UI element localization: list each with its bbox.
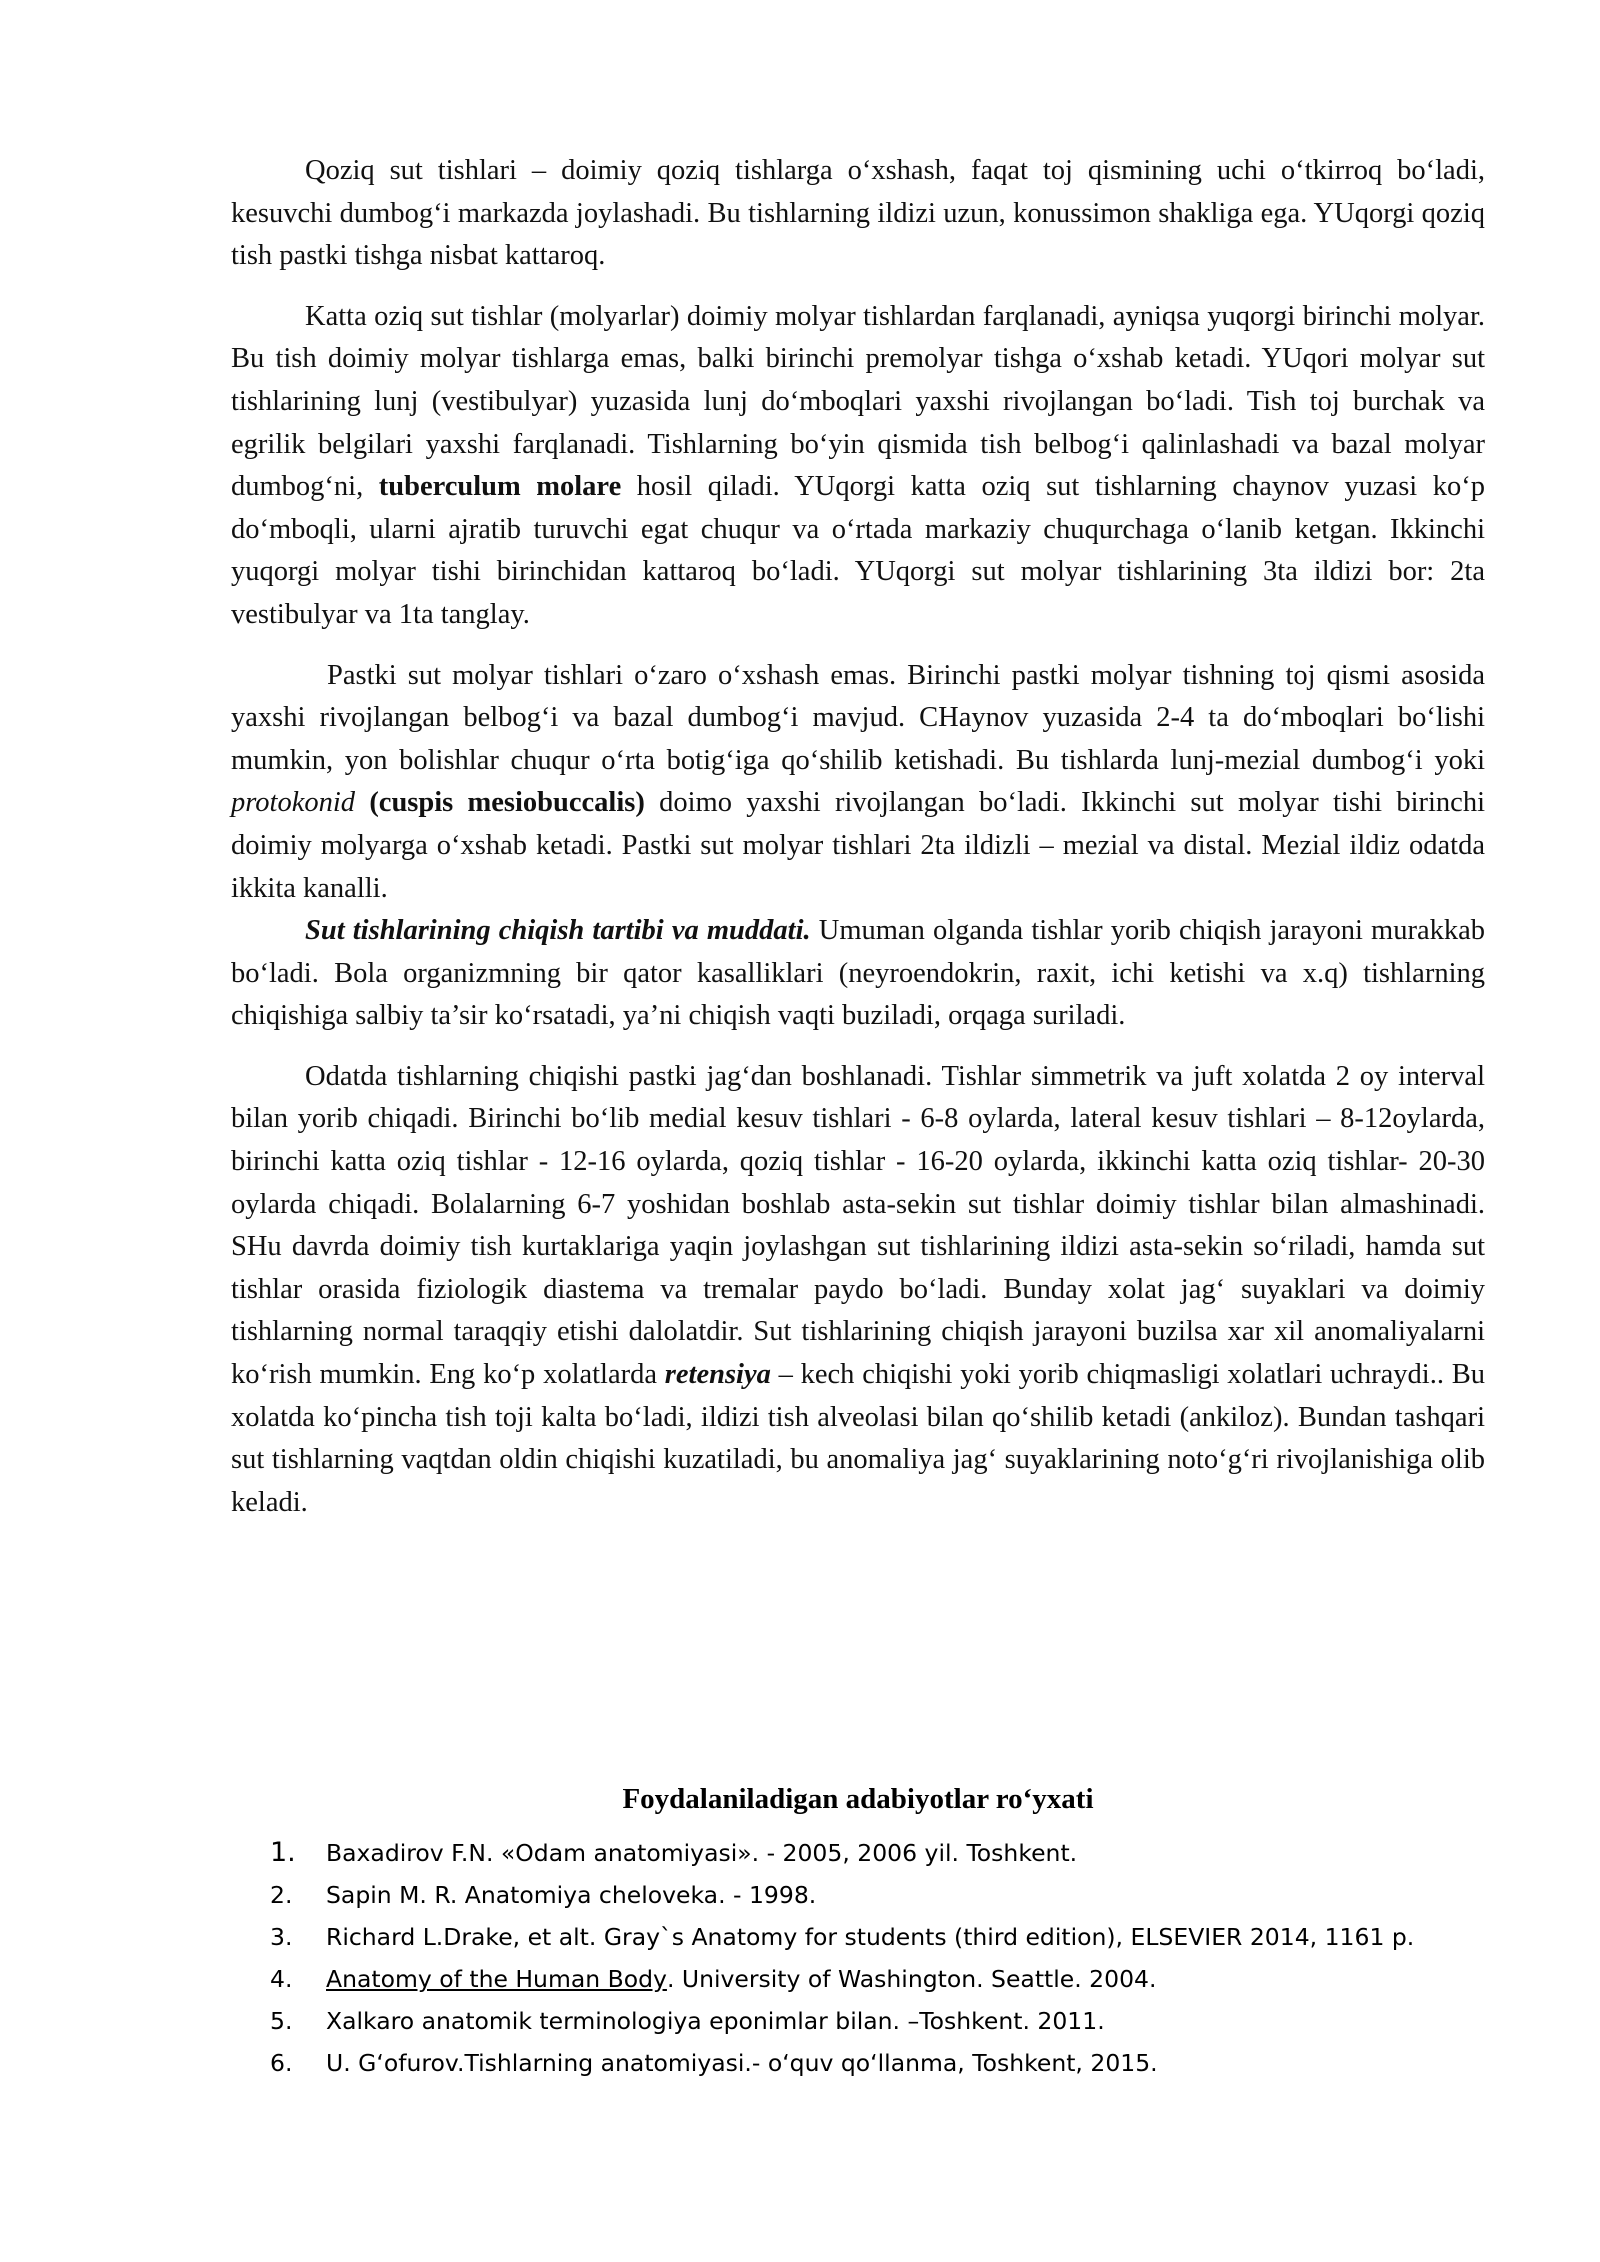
reference-item bbox=[270, 2000, 1414, 2042]
term-retensiya: retensiya bbox=[664, 1359, 771, 1391]
reference-text: U. G‘ofurov.Tishlarning anatomiyasi.- o‘quv qo‘llanma, Toshkent, 2015. bbox=[326, 2049, 1158, 2077]
paragraph-text: Odatda tishlarning chiqishi pastki jag‘dan boshlanadi. Tishlar simmetrik va juft xolatda 2 oy interval bilan yorib chiqadi. Birinchi bo‘lib medial kesuv tishlari - 6-8 oylarda, lateral kesuv tishlari – 8-12oylarda, birinchi katta oziq tishlar - 12-16 oylarda, qoziq tishlar - 16-20 oylarda, ikkinchi katta oziq tishlar- 20-30 oylarda chiqadi. Bolalarning 6-7 yoshidan boshlab asta-sekin sut tishlar doimiy tishlar bilan almashinadi. SHu davrda doimiy tish kurtaklariga yaqin joylashgan sut tishlarining ildizi asta-sekin so‘riladi, hamda sut tishlar orasida fiziologik diastema va tremalar paydo bo‘ladi. Bunday xolat jag‘ suyaklari va doimiy tishlarning normal taraqqiy etishi dalolatdir. Sut tishlarining chiqish jarayoni buzilsa xar xil anomaliyalarni ko‘rish mumkin. Eng ko‘p xolatlarda bbox=[231, 1060, 1485, 1391]
references-list bbox=[270, 1832, 1414, 2084]
term-protokonid: protokonid bbox=[231, 787, 356, 819]
reference-item bbox=[270, 1832, 1414, 1874]
paragraph-text: – kech chiqishi yoki yorib chiqmasligi xolatlari uchraydi.. Bu xolatda ko‘pincha tish toji kalta bo‘ladi, ildizi tish alveolasi bilan qo‘shilib ketadi (ankiloz). Bundan tashqari sut tishlarning vaqtdan oldin chiqishi kuzatiladi, bu anomaliya jag‘ suyaklarining noto‘g‘ri rivojlanishiga olib keladi. bbox=[231, 1359, 1485, 1518]
reference-number: 6. bbox=[270, 2049, 293, 2077]
paragraph-text: Pastki sut molyar tishlari o‘zaro o‘xshash emas. Birinchi pastki molyar tishning toj qismi asosida yaxshi rivojlangan belbog‘i va bazal dumbog‘i mavjud. CHaynov yuzasida 2-4 ta do‘mboqlari bo‘lishi mumkin, yon bolishlar chuqur o‘rta botig‘iga qo‘shilib ketishadi. Bu tishlarda lunj-mezial dumbog‘i yoki bbox=[231, 659, 1485, 776]
paragraph-upper-molars bbox=[231, 296, 1485, 637]
term-tuberculum-molare: tuberculum molare bbox=[378, 471, 622, 503]
paragraph-eruption-timing bbox=[231, 1056, 1485, 1525]
term-cuspis-mesiobuccalis: (cuspis mesiobuccalis) bbox=[369, 787, 645, 819]
paragraph-lower-molars bbox=[231, 655, 1485, 911]
references-title: Foydalaniladigan adabiyotlar ro‘yxati bbox=[622, 1783, 1094, 1815]
reference-text: Baxadirov F.N. «Odam anatomiyasi». - 2005, 2006 yil. Toshkent. bbox=[326, 1839, 1078, 1867]
space bbox=[355, 787, 369, 818]
reference-text: Richard L.Drake, et alt. Gray`s Anatomy for students (third edition), ELSEVIER 2014, 1161 p. bbox=[326, 1923, 1415, 1951]
reference-number: 4. bbox=[270, 1965, 293, 1993]
reference-link[interactable]: Anatomy of the Human Body bbox=[326, 1965, 667, 1993]
reference-item bbox=[270, 1874, 1414, 1916]
paragraph-eruption-order bbox=[231, 910, 1485, 1038]
reference-text: Sapin M. R. Anatomiya cheloveka. - 1998. bbox=[326, 1881, 817, 1909]
reference-text: . University of Washington. Seattle. 2004. bbox=[666, 1965, 1157, 1993]
paragraph-text: Umuman olganda tishlar yorib chiqish jarayoni murakkab bo‘ladi. Bola organizmning bir qator kasalliklari (neyroendokrin, raxit, ichi ketishi va x.q) tishlarning chiqishiga salbiy ta’sir ko‘rsatadi, ya’ni chiqish vaqti buziladi, orqaga suriladi. bbox=[231, 915, 1485, 1032]
paragraph-text: Katta oziq sut tishlar (molyarlar) doimiy molyar tishlardan farqlanadi, ayniqsa yuqorgi birinchi molyar. Bu tish doimiy molyar tishlarga emas, balki birinchi premolyar tishga o‘xshab ketadi. YUqori molyar sut tishlarining lunj (vestibulyar) yuzasida lunj do‘mboqlari yaxshi rivojlangan bo‘ladi. Tish toj burchak va egrilik belgilari yaxshi farqlanadi. Tishlarning bo‘yin qismida tish belbog‘i qalinlashadi va bazal molyar dumbog‘ni, bbox=[231, 300, 1485, 503]
reference-text: Xalkaro anatomik terminologiya eponimlar bilan. –Toshkent. 2011. bbox=[326, 2007, 1105, 2035]
paragraph-canine-teeth bbox=[231, 150, 1485, 278]
reference-number: 1. bbox=[270, 1837, 296, 1868]
section-heading-eruption: Sut tishlarining chiqish tartibi va muddati. bbox=[305, 915, 811, 947]
reference-item bbox=[270, 1958, 1414, 2000]
reference-item bbox=[270, 1916, 1414, 1958]
reference-item bbox=[270, 2042, 1414, 2084]
paragraph-text: doimo yaxshi rivojlangan bo‘ladi. Ikkinchi sut molyar tishi birinchi doimiy molyarga o‘xshab ketadi. Pastki sut molyar tishlari 2ta ildizli – mezial va distal. Mezial ildiz odatda ikkita kanalli. bbox=[231, 787, 1485, 904]
paragraph-text: Qoziq sut tishlari – doimiy qoziq tishlarga o‘xshash, faqat toj qismining uchi o‘tkirroq bo‘ladi, kesuvchi dumbog‘i markazda joylashadi. Bu tishlarning ildizi uzun, konussimon shakliga ega. YUqorgi qoziq tish pastki tishga nisbat kattaroq. bbox=[231, 155, 1485, 272]
reference-number: 3. bbox=[270, 1923, 293, 1951]
paragraph-text: hosil qiladi. YUqorgi katta oziq sut tishlarning chaynov yuzasi ko‘p do‘mboqli, ularni ajratib turuvchi egat chuqur va o‘rtada markaziy chuqurchaga o‘lanib ketgan. Ikkinchi yuqorgi molyar tishi birinchidan kattaroq bo‘ladi. YUqorgi sut molyar tishlarining 3ta ildizi bor: 2ta vestibulyar va 1ta tanglay. bbox=[231, 471, 1485, 630]
reference-number: 2. bbox=[270, 1881, 293, 1909]
document-body bbox=[231, 150, 1485, 1524]
reference-number: 5. bbox=[270, 2007, 293, 2035]
